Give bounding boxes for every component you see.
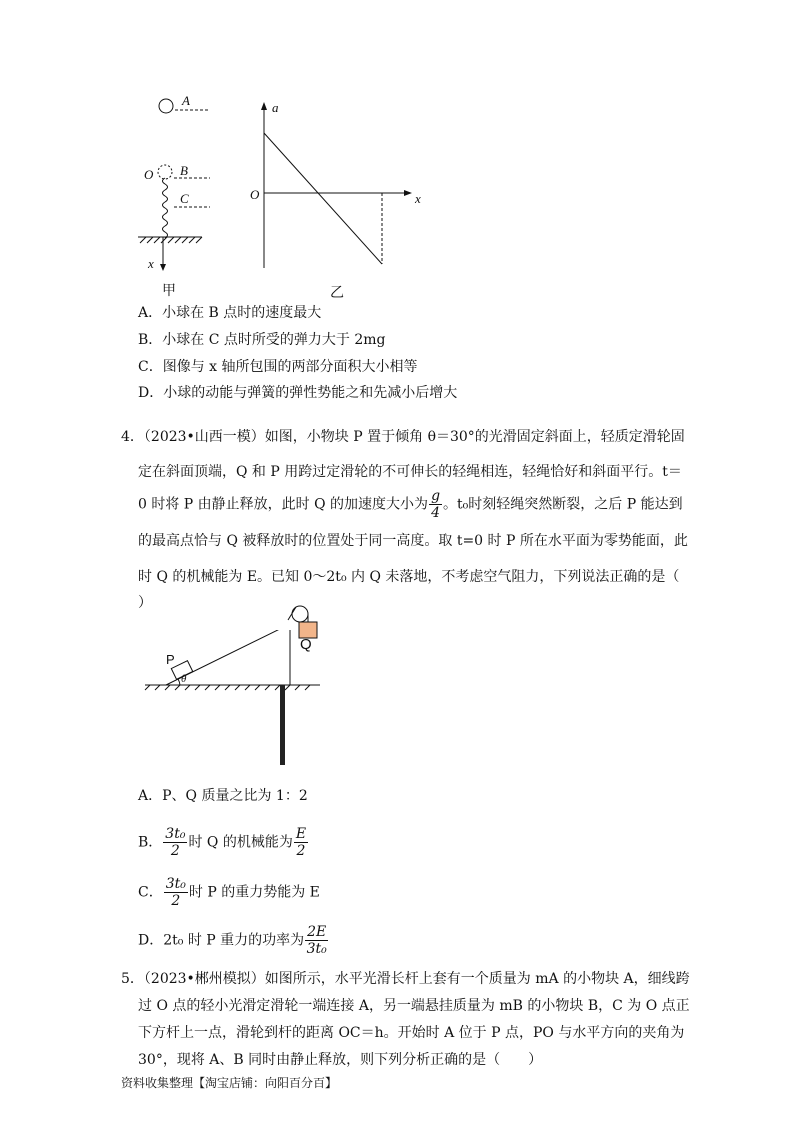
label-theta: θ [181,673,187,685]
q4-line5: 时 Q 的机械能为 E。已知 0～2t₀ 内 Q 未落地，不考虑空气阻力，下列说法正确的是（ [138,569,680,585]
q4-option-c [138,876,320,909]
q4-line2: 定在斜面顶端，Q 和 P 用跨过定滑轮的不可伸长的轻绳相连，轻绳恰好和斜面平行。t＝ [138,464,682,480]
frac-den: 2 [296,843,306,859]
pulley [292,606,308,622]
fraction-3t0-2 [163,826,187,859]
label-c: C [180,191,189,206]
opt-d-text: D．2t₀ 时 P 重力的功率为 [138,932,305,949]
label-b: B [180,163,188,178]
fraction-2e-3t0 [305,924,328,957]
q5-line3: 下方杆上一点，滑轮到杆的距离 OC＝h。开始时 A 位于 P 点，PO 与水平方向的夹角为 [138,1025,685,1041]
frac-num: g [431,488,441,504]
q4-line1: 4．（2023•山西一模）如图，小物块 P 置于倾角 θ＝30°的光滑固定斜面上，轻质定滑轮固 [121,429,685,445]
frac-den: 2 [170,843,180,859]
caption-yi: 乙 [330,285,344,301]
q4-line6: ） [138,595,152,611]
figure-spring-and-graph [130,90,430,300]
q4-line3a: 0 时将 P 由静止释放，此时 Q 的加速度大小为 [138,496,429,513]
q5-line1: 5．（2023•郴州模拟）如图所示，水平光滑长杆上套有一个质量为 mA 的小物块 A，细线跨 [121,971,690,987]
ball [159,99,173,113]
frac-num: 2E [307,924,327,940]
opt-c-prefix: C． [138,884,163,901]
frac-num: 3t₀ [165,876,186,892]
axis-label-a: a [272,100,279,115]
label-a: A [182,93,190,108]
frac-den: 4 [431,505,440,521]
q5-line4: 30°，现将 A、B 同时由静止释放，则下列分析正确的是（ ） [138,1052,543,1068]
q4-option-b [138,826,309,859]
frac-num: 3t₀ [165,826,186,842]
frac-den: 3t₀ [306,941,327,957]
q3-option-b: B．小球在 C 点时所受的弹力大于 2mg [138,332,386,348]
caption-jia: 甲 [162,283,176,299]
q4-line3b: 。t₀时刻轻绳突然断裂，之后 P 能达到 [443,496,683,513]
frac-num: E [295,826,307,842]
fraction-g-4 [429,488,442,521]
axis-origin: O [250,187,260,202]
fraction-3t0-2 [164,876,188,909]
label-q: Q [300,636,312,653]
label-p: P [166,652,175,667]
q5-line2: 过 O 点的轻小光滑定滑轮一端连接 A，另一端悬挂质量为 mB 的小物块 B，C 为 O 点正 [138,998,690,1014]
q4-line4: 的最高点恰与 Q 被释放时的位置处于同一高度。取 t=0 时 P 所在水平面为零势能面，此 [138,533,688,549]
fraction-e-2 [294,826,308,859]
frac-den: 2 [171,893,181,909]
opt-c-text: 时 P 的重力势能为 E [188,884,320,901]
q3-option-d: D．小球的动能与弹簧的弹性势能之和先减小后增大 [138,385,458,401]
q4-option-d [138,924,329,957]
q3-option-a: A．小球在 B 点时的速度最大 [138,305,322,321]
footer: 资料收集整理【淘宝店铺：向阳百分百】 [121,1076,338,1090]
axis-label-x: x [415,191,421,206]
spring [163,178,168,238]
q4-line3 [138,488,683,521]
label-o: O [144,167,154,182]
opt-b-prefix: B． [138,834,163,851]
opt-b-text: 时 Q 的机械能为 [188,834,293,851]
q4-option-a: A．P、Q 质量之比为 1：2 [138,788,308,804]
label-x-spring: x [148,256,154,271]
q3-option-c: C．图像与 x 轴所包围的两部分面积大小相等 [138,359,418,375]
